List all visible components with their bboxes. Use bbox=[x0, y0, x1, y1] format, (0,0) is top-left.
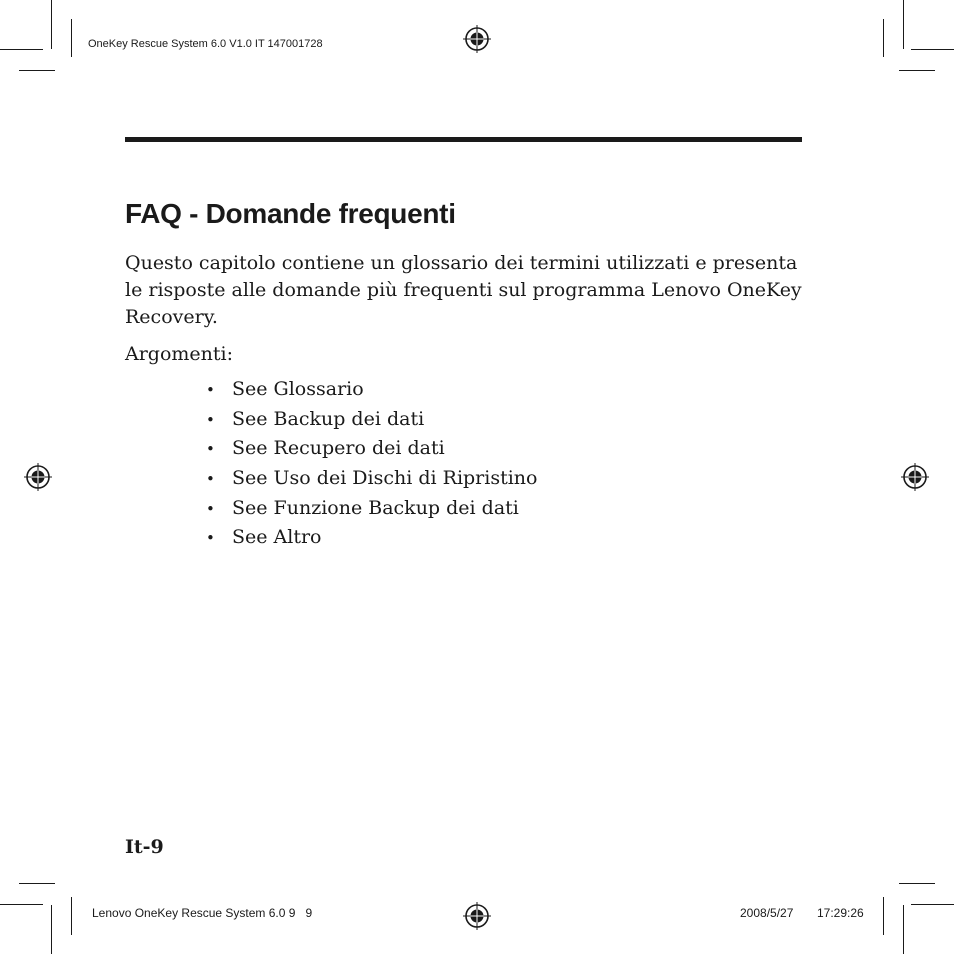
registration-target-icon bbox=[462, 24, 492, 54]
registration-target-icon bbox=[462, 901, 492, 931]
crop-mark bbox=[911, 49, 954, 50]
footer-slug-left: Lenovo OneKey Rescue System 6.0 9 9 bbox=[92, 906, 313, 920]
bullet-icon: • bbox=[206, 529, 215, 548]
crop-mark bbox=[883, 897, 884, 935]
list-item[interactable] bbox=[206, 375, 537, 405]
title-rule bbox=[125, 137, 802, 142]
topic-link-altro[interactable]: See Altro bbox=[232, 526, 322, 549]
crop-mark bbox=[911, 904, 954, 905]
bullet-icon: • bbox=[206, 381, 215, 399]
bullet-icon: • bbox=[206, 410, 215, 429]
crop-mark bbox=[899, 883, 935, 884]
list-item[interactable] bbox=[206, 523, 537, 553]
page-title: FAQ - Domande frequenti bbox=[125, 198, 456, 229]
topic-link-glossario[interactable]: See Glossario bbox=[232, 378, 364, 400]
topics-label: Argomenti: bbox=[125, 343, 234, 365]
intro-line: le risposte alle domande più frequenti sul programma Lenovo OneKey bbox=[125, 279, 802, 301]
crop-mark bbox=[71, 19, 72, 57]
registration-target-icon bbox=[23, 462, 53, 492]
intro-line: Questo capitolo contiene un glossario dei termini utilizzati e presenta bbox=[125, 252, 798, 274]
crop-mark bbox=[883, 19, 884, 57]
page-number: It-9 bbox=[125, 836, 164, 858]
footer-date: 2008/5/27 bbox=[740, 906, 794, 920]
footer-time: 17:29:26 bbox=[817, 906, 864, 920]
crop-mark bbox=[903, 905, 904, 954]
topic-link-dischi[interactable]: See Uso dei Dischi di Ripristino bbox=[232, 467, 538, 490]
crop-mark bbox=[19, 70, 55, 71]
crop-mark bbox=[51, 905, 52, 954]
topics-list bbox=[206, 375, 537, 553]
bullet-icon: • bbox=[206, 440, 215, 459]
crop-mark bbox=[51, 0, 52, 49]
bullet-icon: • bbox=[206, 499, 215, 518]
topic-link-backup[interactable]: See Backup dei dati bbox=[232, 407, 425, 430]
bullet-icon: • bbox=[206, 470, 215, 489]
crop-mark bbox=[0, 49, 43, 50]
intro-line: Recovery. bbox=[125, 306, 218, 328]
list-item[interactable] bbox=[206, 464, 537, 494]
list-item[interactable] bbox=[206, 494, 537, 524]
intro-paragraph bbox=[125, 250, 802, 331]
crop-mark bbox=[19, 883, 55, 884]
crop-mark bbox=[903, 0, 904, 49]
list-item[interactable] bbox=[206, 434, 537, 464]
topic-link-funzione-backup[interactable]: See Funzione Backup dei dati bbox=[232, 496, 519, 519]
topic-link-recupero[interactable]: See Recupero dei dati bbox=[232, 437, 445, 460]
header-slug: OneKey Rescue System 6.0 V1.0 IT 147001728 bbox=[88, 38, 323, 50]
crop-mark bbox=[0, 904, 43, 905]
registration-target-icon bbox=[900, 462, 930, 492]
list-item[interactable] bbox=[206, 405, 537, 435]
crop-mark bbox=[71, 897, 72, 935]
crop-mark bbox=[899, 70, 935, 71]
